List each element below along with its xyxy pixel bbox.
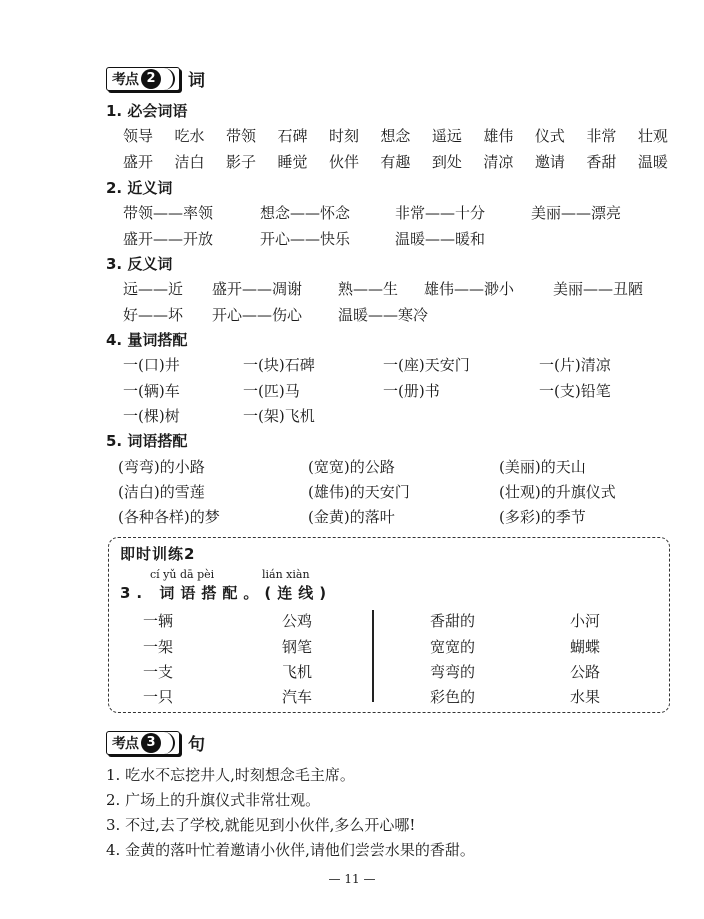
antonym-pair: 远——近 [123,280,184,298]
heading-synonyms: 2. 近义词 [106,179,173,197]
word: 影子 [225,153,256,171]
measure-word-item: 一(口)井 [123,356,180,374]
measure-word-item: 一(支)铅笔 [539,382,611,400]
sentence: 1. 吃水不忘挖井人,时刻想念毛主席。 [106,766,355,784]
antonym-pair: 好——坏 [123,306,184,324]
word: 吃水 [174,127,205,145]
word: 雄伟 [483,127,514,145]
antonym-pair: 熟——生 [338,280,399,298]
collocation-item: (美丽)的天山 [499,458,586,476]
badge-label: 考点 [112,735,138,752]
word: 非常 [586,127,617,145]
badge-decoration [163,68,175,90]
measure-word-item: 一(册)书 [383,382,440,400]
match-right-target[interactable]: 水果 [570,688,601,706]
column-divider [372,610,374,702]
word: 领导 [123,127,154,145]
page-number: — 11 — [328,872,376,886]
match-right-item[interactable]: 弯弯的 [430,663,476,681]
match-right-item[interactable]: 香甜的 [430,612,476,630]
word: 睡觉 [277,153,308,171]
word-row-2 [123,151,668,172]
practice-question: 3. 词语搭配。(连线) [120,584,333,602]
word: 带领 [225,127,256,145]
match-left-item[interactable]: 一只 [143,688,174,706]
antonym-pair: 开心——伤心 [212,306,303,324]
match-left-target[interactable]: 钢笔 [282,638,313,656]
collocation-item: (金黄)的落叶 [308,508,395,526]
word: 遥远 [431,127,462,145]
word: 香甜 [586,153,617,171]
word: 盛开 [123,153,154,171]
match-right-item[interactable]: 宽宽的 [430,638,476,656]
measure-word-item: 一(匹)马 [243,382,300,400]
word: 仪式 [534,127,565,145]
section-title: 句 [188,735,205,755]
kaodian-3-header [106,730,205,755]
match-right-target[interactable]: 蝴蝶 [570,638,601,656]
match-right-target[interactable]: 小河 [570,612,601,630]
kaodian-badge [106,731,180,755]
word: 伙伴 [328,153,359,171]
word: 邀请 [534,153,565,171]
collocation-item: (壮观)的升旗仪式 [499,483,616,501]
match-right-item[interactable]: 彩色的 [430,688,476,706]
sentence: 2. 广场上的升旗仪式非常壮观。 [106,791,321,809]
word: 壮观 [637,127,668,145]
measure-word-item: 一(座)天安门 [383,356,470,374]
badge-decoration [163,732,175,754]
kaodian-badge [106,67,180,91]
kaodian-2-header [106,66,205,91]
heading-measure-words: 4. 量词搭配 [106,331,188,349]
word: 有趣 [380,153,411,171]
synonym-pair: 温暖——暖和 [395,230,486,248]
match-left-item[interactable]: 一辆 [143,612,174,630]
heading-antonyms: 3. 反义词 [106,255,173,273]
antonym-pair: 雄伟——渺小 [424,280,515,298]
collocation-item: (弯弯)的小路 [118,458,205,476]
pinyin-annotation: lián xiàn [262,568,310,581]
word: 时刻 [328,127,359,145]
synonym-pair: 想念——怀念 [260,204,351,222]
measure-word-item: 一(棵)树 [123,407,180,425]
collocation-item: (宽宽)的公路 [308,458,395,476]
section-title: 词 [188,71,205,91]
heading-collocations: 5. 词语搭配 [106,432,188,450]
word: 洁白 [174,153,205,171]
match-left-target[interactable]: 飞机 [282,663,313,681]
heading-must-know-words: 1. 必会词语 [106,102,188,120]
sentence: 3. 不过,去了学校,就能见到小伙伴,多么开心哪! [106,816,416,834]
match-left-item[interactable]: 一支 [143,663,174,681]
word: 温暖 [637,153,668,171]
antonym-pair: 盛开——凋谢 [212,280,303,298]
measure-word-item: 一(块)石碑 [243,356,315,374]
word: 石碑 [277,127,308,145]
antonym-pair: 温暖——寒冷 [338,306,429,324]
word-row-1 [123,125,668,146]
match-right-target[interactable]: 公路 [570,663,601,681]
match-left-item[interactable]: 一架 [143,638,174,656]
synonym-pair: 开心——快乐 [260,230,351,248]
collocation-item: (雄伟)的天安门 [308,483,410,501]
measure-word-item: 一(架)飞机 [243,407,315,425]
word: 想念 [380,127,411,145]
measure-word-item: 一(片)清凉 [539,356,611,374]
match-left-target[interactable]: 汽车 [282,688,313,706]
synonym-pair: 带领——率领 [123,204,214,222]
practice-title: 即时训练2 [120,545,196,563]
collocation-item: (各种各样)的梦 [118,508,220,526]
word: 到处 [431,153,462,171]
measure-word-item: 一(辆)车 [123,382,180,400]
sentence: 4. 金黄的落叶忙着邀请小伙伴,请他们尝尝水果的香甜。 [106,841,475,859]
synonym-pair: 美丽——漂亮 [531,204,622,222]
antonym-pair: 美丽——丑陋 [553,280,644,298]
pinyin-annotation: cí yǔ dā pèi [150,568,215,581]
collocation-item: (洁白)的雪莲 [118,483,205,501]
match-left-target[interactable]: 公鸡 [282,612,313,630]
word: 清凉 [483,153,514,171]
synonym-pair: 非常——十分 [395,204,486,222]
badge-number: 2 [141,69,161,89]
synonym-pair: 盛开——开放 [123,230,214,248]
badge-label: 考点 [112,71,138,88]
badge-number: 3 [141,733,161,753]
collocation-item: (多彩)的季节 [499,508,586,526]
